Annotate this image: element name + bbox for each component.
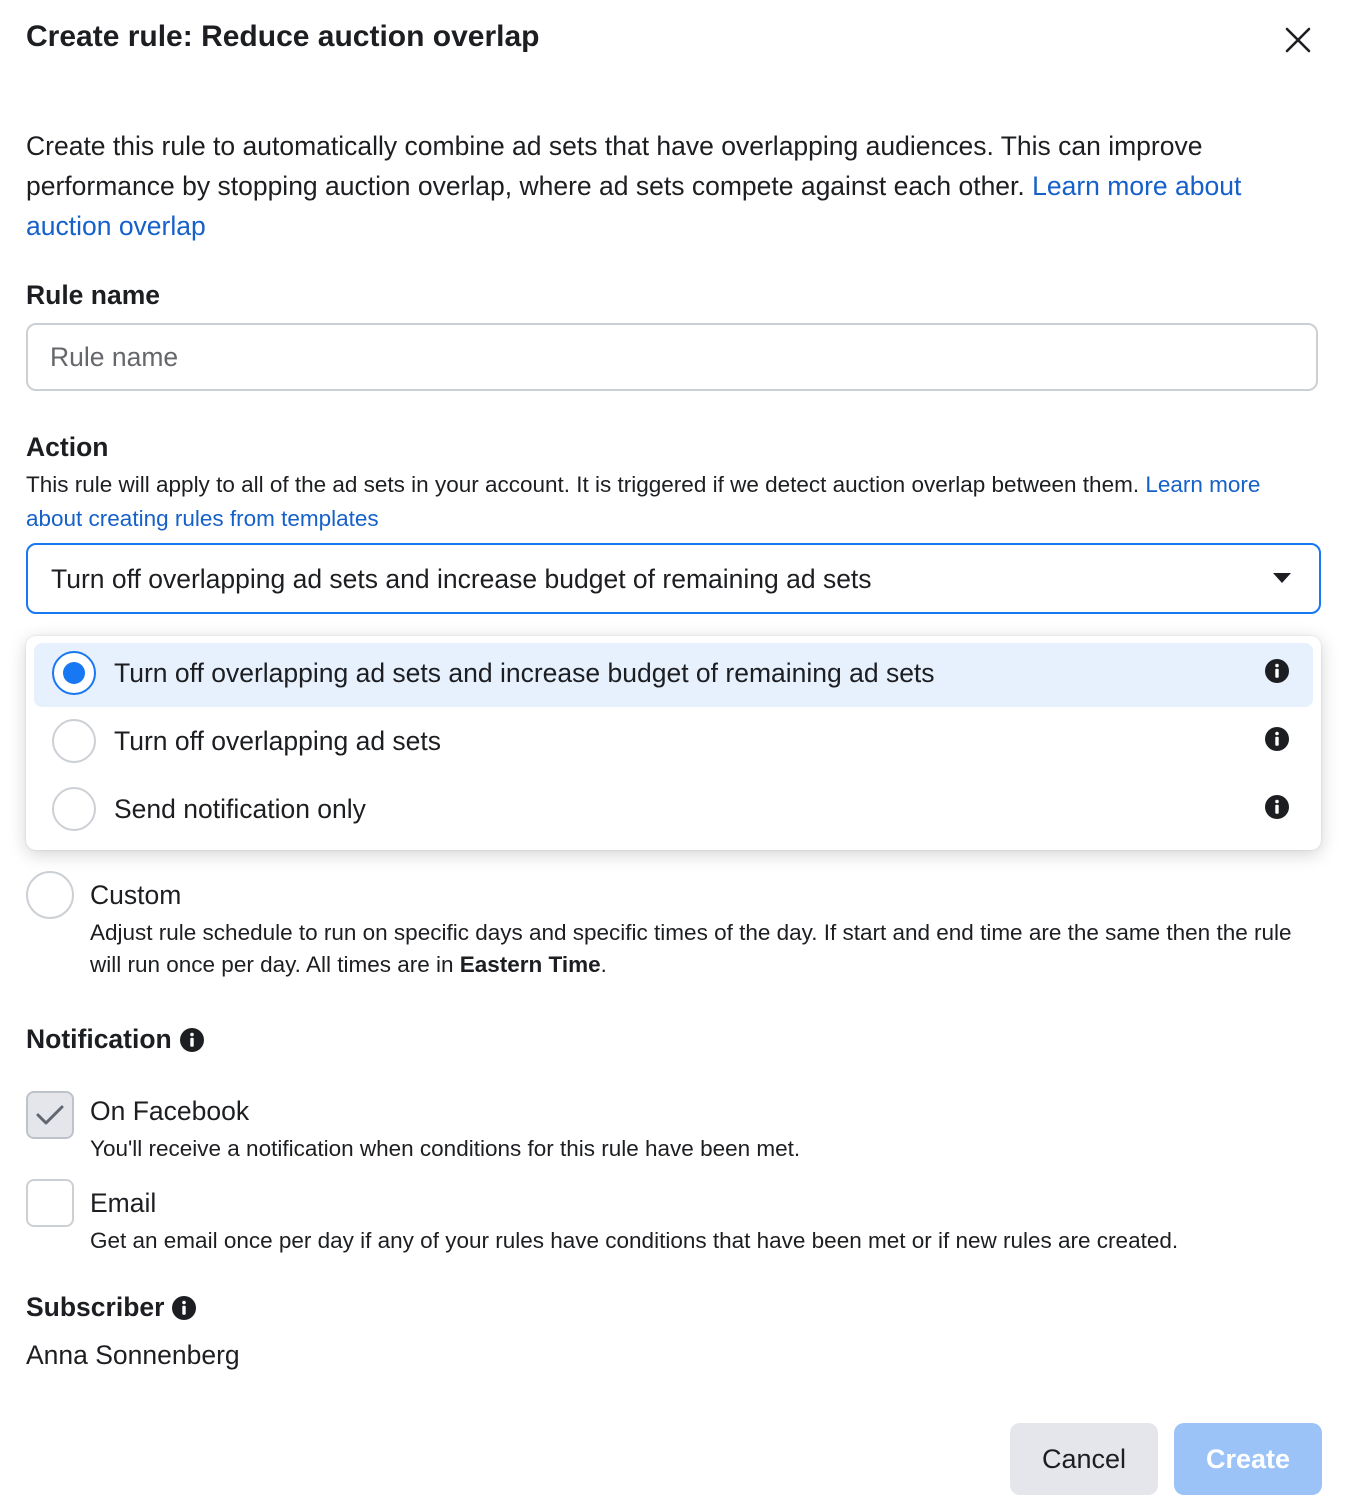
dialog-title: Create rule: Reduce auction overlap (26, 20, 540, 53)
learn-more-templates-link[interactable]: Learn more about creating rules from templates (26, 472, 1261, 531)
radio-dot (63, 662, 85, 684)
email-description: Get an email once per day if any of your rules have conditions that have been met or if new rules are created. (90, 1228, 1179, 1253)
action-label: Action (26, 432, 109, 462)
action-option-turn-off-and-increase-budget[interactable] (34, 643, 1313, 707)
close-icon (1280, 22, 1316, 58)
info-icon[interactable] (1265, 795, 1289, 819)
schedule-custom-label: Custom (90, 880, 182, 910)
action-select-value: Turn off overlapping ad sets and increase budget of remaining ad sets (51, 564, 872, 594)
timezone: Eastern Time (459, 952, 601, 977)
subscriber-name: Anna Sonnenberg (26, 1340, 240, 1370)
email-label: Email (90, 1188, 157, 1218)
cancel-button[interactable]: Cancel (1010, 1423, 1158, 1495)
info-icon[interactable] (1265, 659, 1289, 683)
intro-text: Create this rule to automatically combine ad sets that have overlapping audiences. This can improve performance by stopping auction overlap, where ad sets compete against each other. Learn more about auction overlap (26, 131, 1242, 241)
option-label: Turn off overlapping ad sets and increase budget of remaining ad sets (114, 658, 935, 688)
create-button[interactable]: Create (1174, 1423, 1322, 1495)
schedule-custom-description: Adjust rule schedule to run on specific days and specific times of the day. If start and end time are the same then the rule will run once per day. All times are in Eastern Time. (90, 920, 1292, 977)
action-option-notification-only[interactable] (34, 779, 1313, 843)
action-option-turn-off[interactable] (34, 711, 1313, 775)
notification-label: Notification (26, 1024, 172, 1054)
action-help-text: This rule will apply to all of the ad sets in your account. It is triggered if we detect auction overlap between them. Learn more about creating rules from templates (26, 472, 1261, 531)
learn-more-auction-overlap-link[interactable]: Learn more about auction overlap (26, 171, 1242, 241)
radio-selected[interactable] (52, 651, 96, 695)
rule-name-label: Rule name (26, 280, 161, 310)
action-select[interactable] (26, 543, 1321, 614)
on-facebook-description: You'll receive a notification when conditions for this rule have been met. (90, 1136, 801, 1161)
option-label: Send notification only (114, 794, 366, 824)
subscriber-heading (26, 1292, 196, 1323)
email-checkbox[interactable] (26, 1179, 74, 1227)
notification-heading (26, 1024, 204, 1055)
radio-unselected[interactable] (52, 787, 96, 831)
rule-name-input[interactable] (26, 323, 1318, 391)
close-button[interactable] (1280, 22, 1316, 58)
checkmark-icon (28, 1093, 72, 1137)
info-icon[interactable] (172, 1296, 196, 1320)
action-dropdown-menu (26, 636, 1321, 850)
option-label: Turn off overlapping ad sets (114, 726, 442, 756)
on-facebook-label: On Facebook (90, 1096, 250, 1126)
info-icon[interactable] (180, 1028, 204, 1052)
radio-unselected[interactable] (52, 719, 96, 763)
subscriber-label: Subscriber (26, 1292, 165, 1322)
schedule-custom-radio[interactable] (26, 871, 74, 919)
on-facebook-checkbox[interactable] (26, 1091, 74, 1139)
info-icon[interactable] (1265, 727, 1289, 751)
caret-down-icon (1273, 573, 1291, 583)
